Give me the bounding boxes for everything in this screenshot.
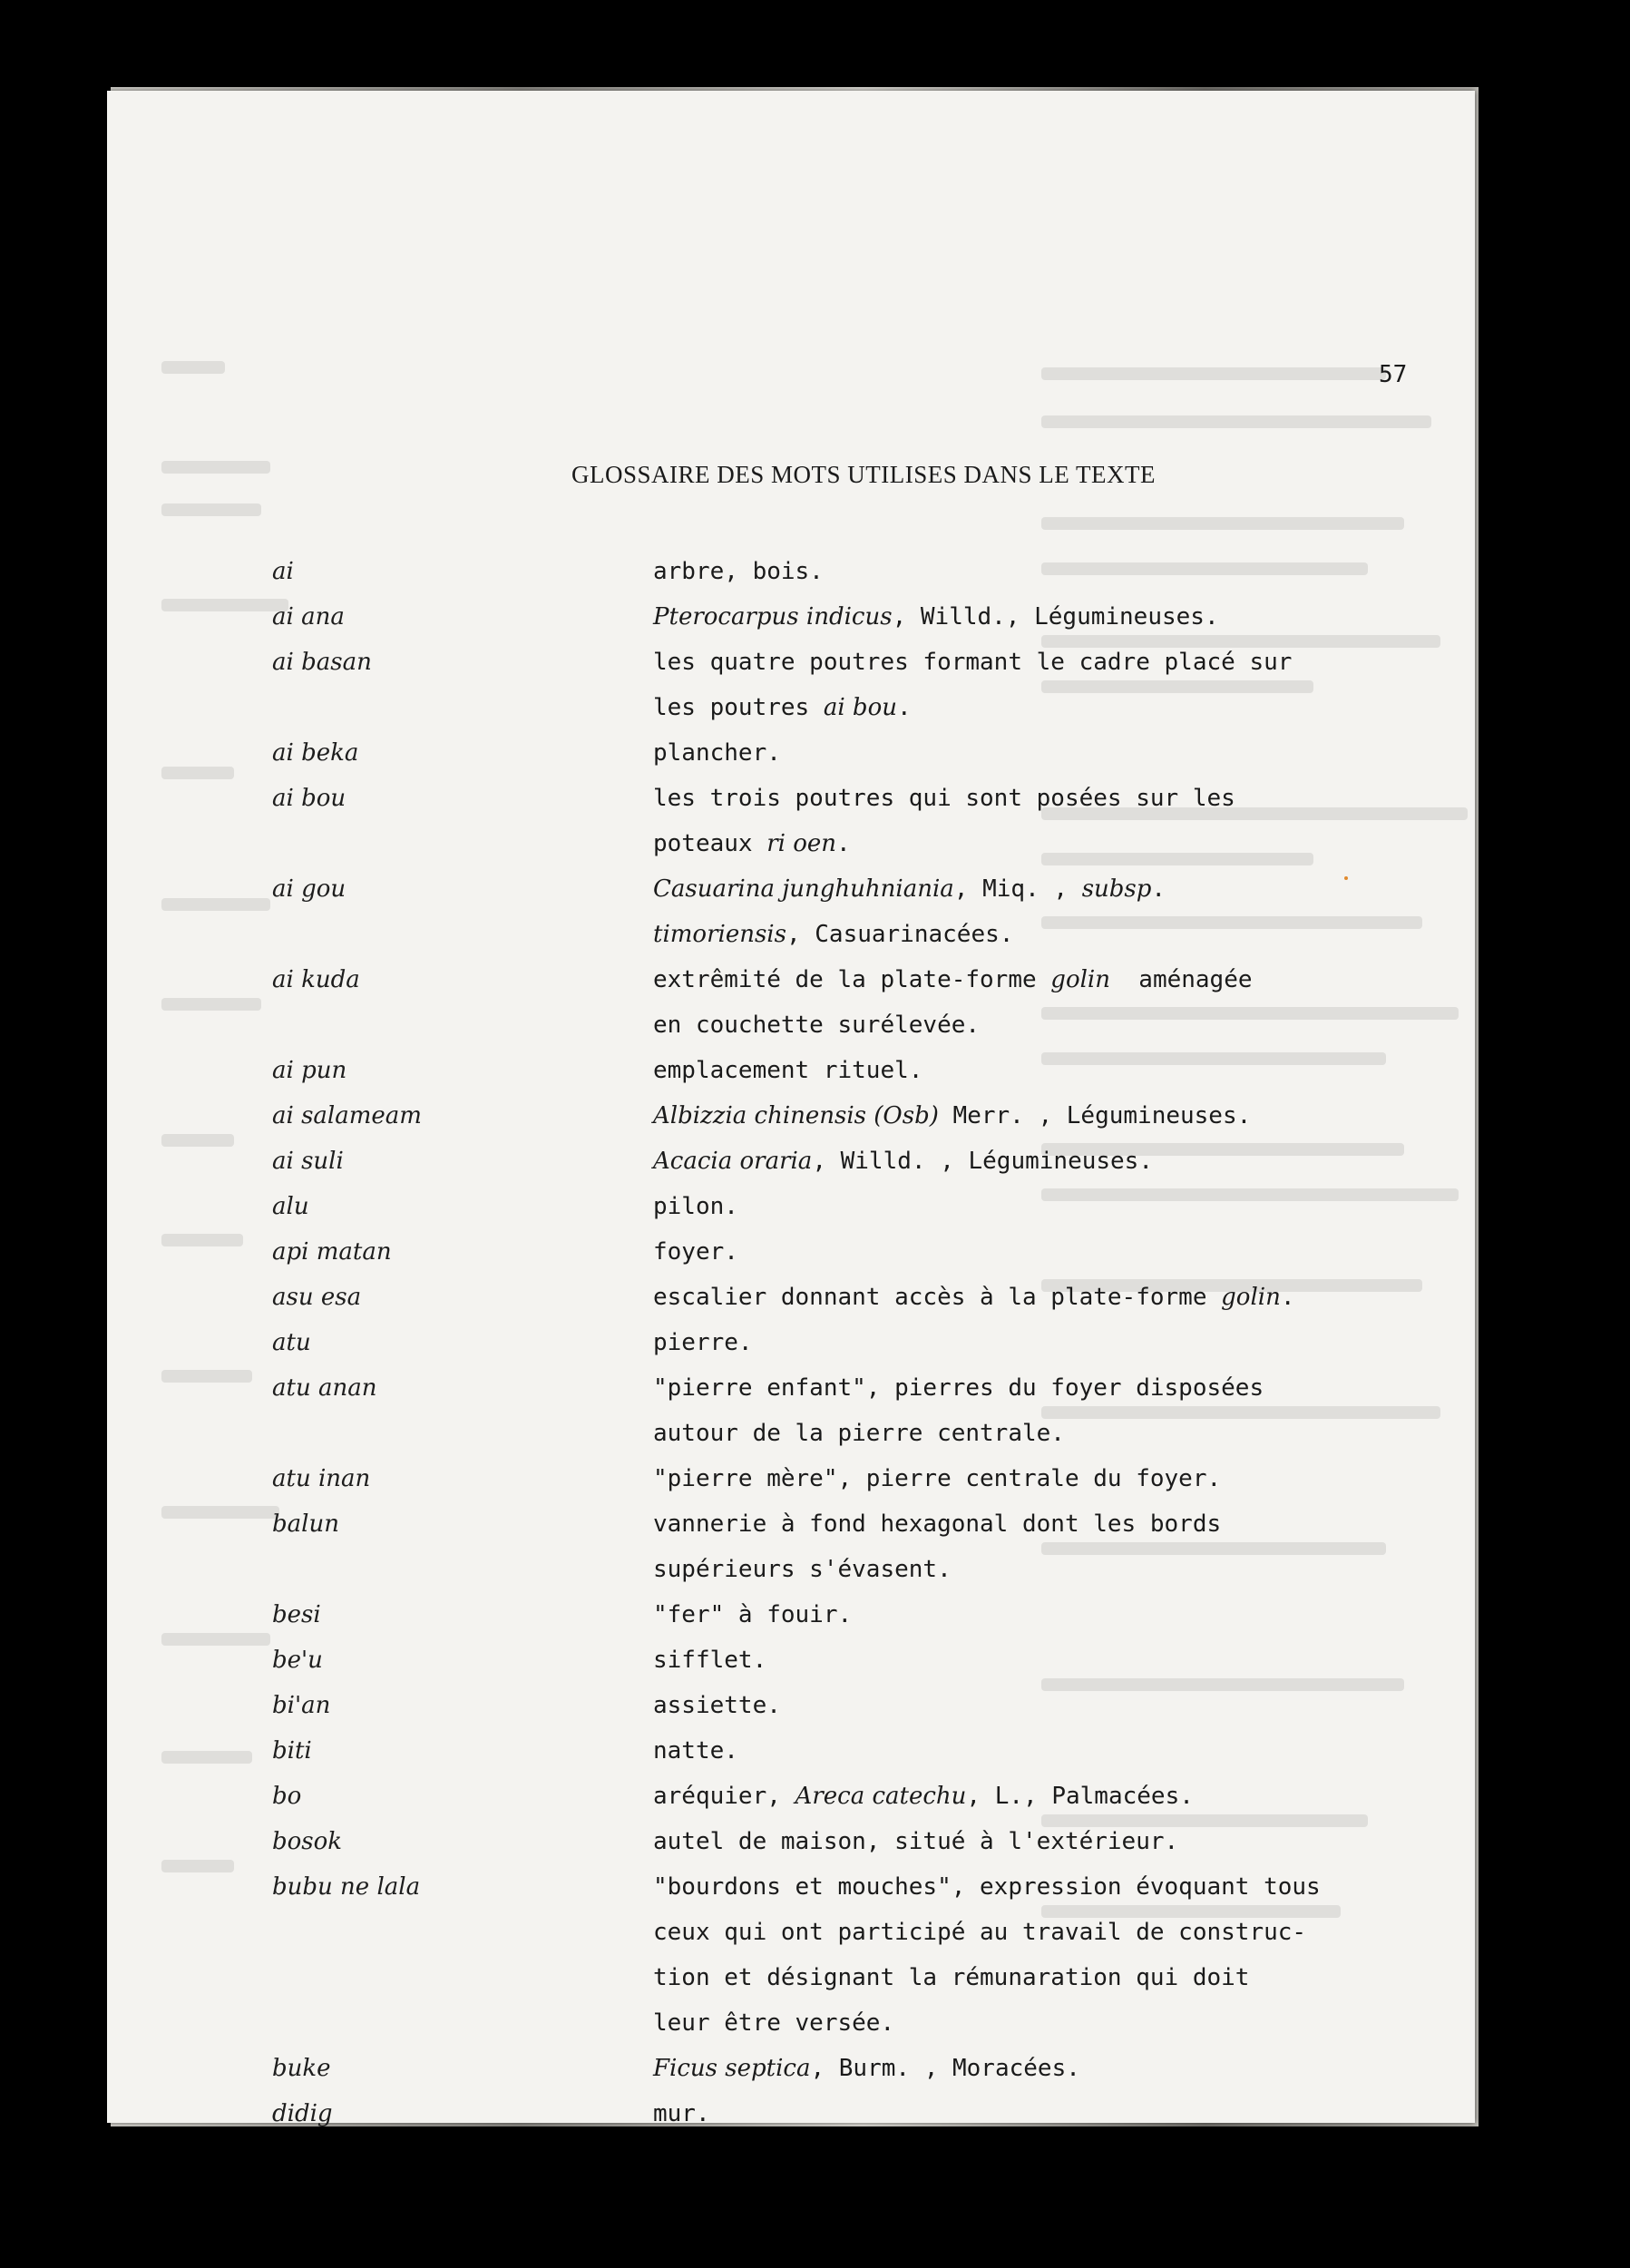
glossary-term: atu anan (272, 1374, 377, 1402)
glossary-definition (653, 776, 1469, 866)
glossary-entry (107, 1048, 1475, 1093)
definition-line: les poutres ai bou. (653, 694, 912, 721)
book-page (107, 91, 1475, 2127)
glossary-definition (653, 1864, 1469, 2046)
glossary-definition (653, 1184, 1469, 1229)
glossary-entry (107, 549, 1475, 594)
definition-line: pilon. (653, 1193, 738, 1220)
glossary-entry (107, 1864, 1475, 2046)
glossary-entry (107, 1774, 1475, 1819)
glossary-definition (653, 1728, 1469, 1774)
glossary-entry (107, 957, 1475, 1048)
glossary-term: ai bou (272, 785, 346, 812)
ink-speck (1344, 876, 1348, 880)
glossary-term: balun (272, 1510, 339, 1538)
glossary-term: be'u (272, 1647, 323, 1674)
glossary-entry (107, 776, 1475, 866)
glossary-entry (107, 1728, 1475, 1774)
definition-line: extrêmité de la plate-forme golin aménagée (653, 966, 1253, 993)
definition-line: ceux qui ont participé au travail de construc- (653, 1919, 1307, 1946)
glossary-definition (653, 1501, 1469, 1592)
glossary-term: bi'an (272, 1692, 331, 1719)
glossary-entry (107, 1275, 1475, 1320)
glossary-definition (653, 594, 1469, 640)
definition-line: Acacia oraria, Willd. , Légumineuses. (653, 1148, 1153, 1175)
glossary-entry (107, 640, 1475, 730)
definition-line: tion et désignant la rémunaration qui doit (653, 1964, 1250, 1991)
definition-line: foyer. (653, 1238, 738, 1266)
glossary-term: bo (272, 1783, 302, 1810)
definition-line: mur. (653, 2100, 710, 2127)
definition-line: "pierre enfant", pierres du foyer disposées (653, 1374, 1264, 1402)
definition-line: emplacement rituel. (653, 1057, 923, 1084)
glossary-entry (107, 1456, 1475, 1501)
definition-line: en couchette surélevée. (653, 1012, 981, 1039)
glossary-definition (653, 1320, 1469, 1365)
glossary-term: bubu ne lala (272, 1873, 421, 1901)
definition-line: Albizzia chinensis (Osb) Merr. , Légumineuses. (653, 1102, 1252, 1129)
glossary-term: besi (272, 1601, 321, 1628)
definition-line: autel de maison, situé à l'extérieur. (653, 1828, 1179, 1855)
definition-line: "fer" à fouir. (653, 1601, 853, 1628)
glossary-entry (107, 866, 1475, 957)
glossary-term: buke (272, 2055, 331, 2082)
definition-line: timoriensis, Casuarinacées. (653, 921, 1014, 948)
definition-line: Casuarina junghuhniania, Miq. , subsp. (653, 875, 1166, 903)
glossary-definition (653, 1275, 1469, 1320)
glossary-term: asu esa (272, 1284, 362, 1311)
glossary-definition (653, 1819, 1469, 1864)
glossary-term: ai (272, 558, 294, 585)
glossary-term: atu inan (272, 1465, 371, 1492)
glossary-definition (653, 866, 1469, 957)
glossary-term: ai salameam (272, 1102, 422, 1129)
glossary-title: GLOSSAIRE DES MOTS UTILISES DANS LE TEXTE (571, 461, 1157, 488)
definition-line: escalier donnant accès à la plate-forme golin. (653, 1284, 1295, 1311)
definition-line: autour de la pierre centrale. (653, 1420, 1065, 1447)
definition-line: leur être versée. (653, 2009, 895, 2037)
glossary-definition (653, 1683, 1469, 1728)
glossary-entry (107, 1093, 1475, 1139)
definition-line: "bourdons et mouches", expression évoquant tous (653, 1873, 1321, 1901)
definition-line: les trois poutres qui sont posées sur les (653, 785, 1235, 812)
glossary-entry (107, 1320, 1475, 1365)
definition-line: assiette. (653, 1692, 781, 1719)
glossary-entry (107, 594, 1475, 640)
definition-line: natte. (653, 1737, 738, 1765)
glossary-definition (653, 1637, 1469, 1683)
glossary-term: ai beka (272, 739, 359, 767)
glossary-list (107, 91, 1475, 2127)
glossary-definition (653, 1048, 1469, 1093)
glossary-definition (653, 1592, 1469, 1637)
glossary-entry (107, 1139, 1475, 1184)
glossary-term: biti (272, 1737, 312, 1765)
glossary-term: ai basan (272, 649, 372, 676)
definition-line: pierre. (653, 1329, 753, 1356)
definition-line: Ficus septica, Burm. , Moracées. (653, 2055, 1080, 2082)
definition-line: Pterocarpus indicus, Willd., Légumineuses. (653, 603, 1219, 631)
glossary-term: ai ana (272, 603, 345, 631)
glossary-definition (653, 1365, 1469, 1456)
definition-line: "pierre mère", pierre centrale du foyer. (653, 1465, 1222, 1492)
glossary-entry (107, 2046, 1475, 2091)
definition-line: supérieurs s'évasent. (653, 1556, 952, 1583)
glossary-entry (107, 1365, 1475, 1456)
glossary-entry (107, 1819, 1475, 1864)
glossary-entry (107, 1683, 1475, 1728)
glossary-definition (653, 1456, 1469, 1501)
glossary-term: bosok (272, 1828, 343, 1855)
definition-line: sifflet. (653, 1647, 767, 1674)
glossary-term: ai pun (272, 1057, 347, 1084)
glossary-definition (653, 1229, 1469, 1275)
glossary-entry (107, 1592, 1475, 1637)
definition-line: plancher. (653, 739, 781, 767)
definition-line: vannerie à fond hexagonal dont les bords (653, 1510, 1222, 1538)
glossary-term: didig (272, 2100, 333, 2127)
glossary-entry (107, 1229, 1475, 1275)
glossary-definition (653, 730, 1469, 776)
glossary-entry (107, 730, 1475, 776)
glossary-definition (653, 549, 1469, 594)
glossary-definition (653, 2046, 1469, 2091)
glossary-term: alu (272, 1193, 309, 1220)
definition-line: aréquier, Areca catechu, L., Palmacées. (653, 1783, 1194, 1810)
glossary-entry (107, 2091, 1475, 2136)
glossary-definition (653, 1774, 1469, 1819)
glossary-term: ai kuda (272, 966, 360, 993)
glossary-term: atu (272, 1329, 311, 1356)
glossary-term: ai gou (272, 875, 346, 903)
definition-line: arbre, bois. (653, 558, 824, 585)
glossary-entry (107, 1637, 1475, 1683)
definition-line: poteaux ri oen. (653, 830, 851, 857)
glossary-definition (653, 640, 1469, 730)
glossary-term: ai suli (272, 1148, 344, 1175)
definition-line: les quatre poutres formant le cadre placé sur (653, 649, 1293, 676)
glossary-entry (107, 1501, 1475, 1592)
glossary-definition (653, 1093, 1469, 1139)
glossary-definition (653, 2091, 1469, 2136)
page-number: 57 (1379, 361, 1408, 388)
glossary-entry (107, 1184, 1475, 1229)
glossary-definition (653, 1139, 1469, 1184)
glossary-term: api matan (272, 1238, 392, 1266)
glossary-definition (653, 957, 1469, 1048)
